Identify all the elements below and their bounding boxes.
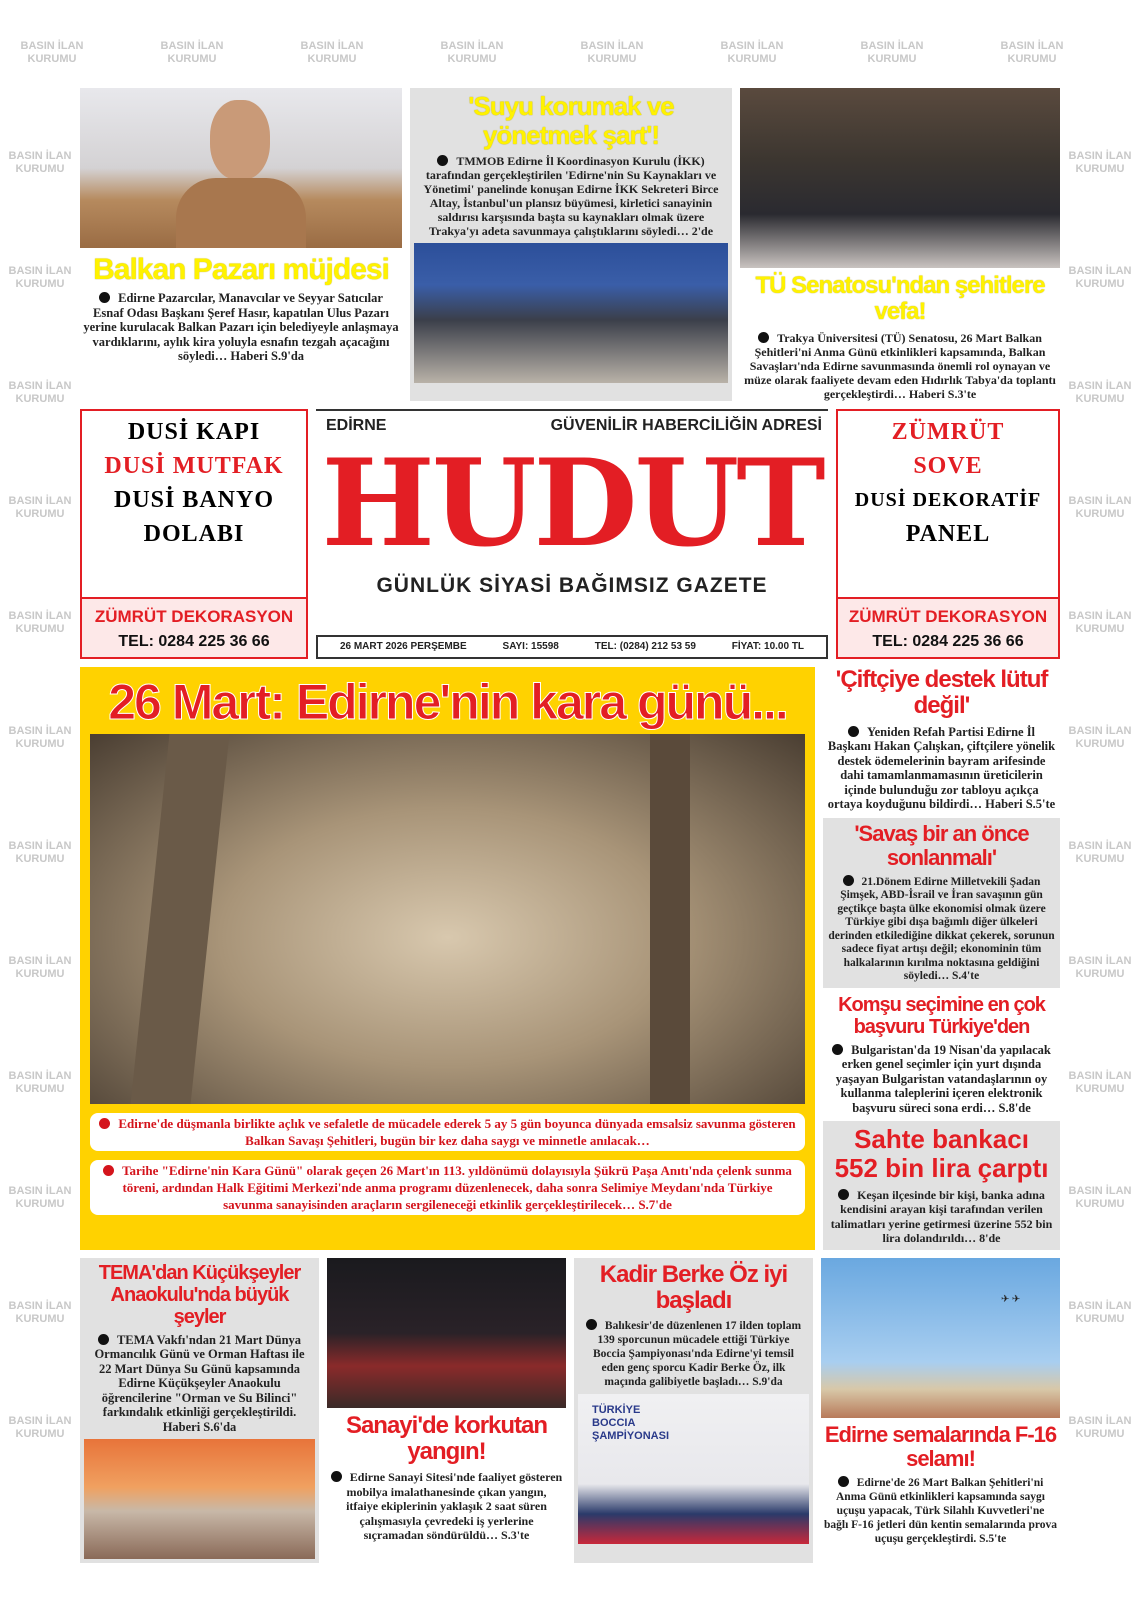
watermark: BASIN İLAN KURUMU	[720, 40, 784, 65]
boccia-banner-text: TÜRKİYE BOCCIA ŞAMPİYONASI	[592, 1404, 670, 1443]
watermark: BASIN İLAN KURUMU	[8, 265, 72, 290]
bullet-icon	[331, 1471, 342, 1482]
watermark: BASIN İLAN KURUMU	[8, 1185, 72, 1210]
caption-text: Tarihe "Edirne'nin Kara Günü" olarak geçen 26 Mart'ın 113. yıldönümü dolayısıyla Şükrü Paşa Anıtı'nda çelenk sunma töreni, ardından Halk Eğitimi Merkezi'nde anma programı düzenlenecek, daha sonra Selimiye Meydanı'nda Türkiye savunma sanayisinden araçların sergileneceği etkinlik gerçekleştirilecek… S.7'de	[122, 1162, 792, 1212]
ad-phone: TEL: 0284 225 36 66	[118, 632, 270, 650]
ad-line: DOLABI	[143, 520, 245, 547]
bullet-icon	[832, 1044, 843, 1055]
ad-line: DUSİ BANYO	[113, 486, 275, 513]
watermark: BASIN İLAN KURUMU	[1068, 1415, 1132, 1440]
article-text: TEMA Vakfı'ndan 21 Mart Dünya Ormancılık Günü ve Orman Haftası ile 22 Mart Dünya Su Günü kapsamında Edirne Küçükşeyler Anaokulu öğrencilerine "Orman ve Su Bilinci" farkındalık etkinliği gerçekleştirildi. Haberi S.6'da	[94, 1332, 305, 1434]
watermark: BASIN İLAN KURUMU	[8, 150, 72, 175]
article-body	[414, 154, 728, 238]
watermark: BASIN İLAN KURUMU	[8, 380, 72, 405]
headline: 'Savaş bir an önce sonlanmalı'	[854, 820, 1029, 870]
ad-right	[836, 409, 1060, 659]
bullet-icon	[848, 726, 859, 737]
headline-line: 552 bin lira çarptı	[834, 1153, 1049, 1184]
story-tu-senato	[740, 88, 1060, 401]
bullet-icon	[838, 1189, 849, 1200]
lead-headline: 26 Mart: Edirne'nin kara günü...	[108, 673, 787, 730]
masthead-title: HUDUT	[321, 432, 823, 574]
watermark: BASIN İLAN KURUMU	[1068, 1070, 1132, 1095]
masthead-info-bar	[316, 635, 828, 659]
story-ciftci	[823, 667, 1060, 812]
bullet-icon	[586, 1319, 597, 1330]
ad-line: DUSİ MUTFAK	[104, 452, 284, 479]
watermark: BASIN İLAN KURUMU	[8, 1070, 72, 1095]
photo-selimiye-f16	[821, 1258, 1060, 1418]
watermark: BASIN İLAN KURUMU	[1068, 610, 1132, 635]
bullet-icon	[103, 1165, 114, 1176]
article-body	[84, 1333, 315, 1435]
article-text: Bulgaristan'da 19 Nisan'da yapılacak erken genel seçimler için yurt dışında yaşayan Bulgaristan vatandaşlarının oy kullanma taleplerini içeren elektronik başvuru süreci sona erdi… S.8'de	[835, 1042, 1051, 1115]
ad-line: ZÜMRÜT	[891, 418, 1005, 445]
watermark: BASIN İLAN KURUMU	[1068, 1300, 1132, 1325]
bullet-icon	[99, 1118, 110, 1129]
story-balkan-pazari	[80, 88, 402, 401]
headline: Kadir Berke Öz iyi başladı	[599, 1260, 788, 1315]
article-text: Balıkesir'de düzenlenen 17 ilden toplam 139 sporcunun mücadele ettiği Türkiye Boccia Şampiyonası'nda Edirne'yi temsil eden genç sporcu Kadir Berke Öz, ilk maçında galibiyetle başladı… S.9'da	[593, 1320, 802, 1389]
story-tema	[80, 1258, 319, 1564]
article-body	[578, 1319, 809, 1389]
photo-portrait	[80, 88, 402, 248]
headline: Balkan Pazarı müjdesi	[93, 253, 389, 286]
story-boccia	[574, 1258, 813, 1564]
headline: Sanayi'de korkutan yangın!	[345, 1411, 548, 1466]
ad-line: DUSİ DEKORATİF	[854, 488, 1042, 511]
watermark: BASIN İLAN KURUMU	[8, 1300, 72, 1325]
watermark: BASIN İLAN KURUMU	[8, 495, 72, 520]
watermark: BASIN İLAN KURUMU	[160, 40, 224, 65]
masthead-city: EDİRNE	[326, 416, 387, 434]
article-body	[80, 291, 402, 364]
article-body	[821, 1476, 1060, 1546]
masthead-subtitle: GÜNLÜK SİYASİ BAĞIMSIZ GAZETE	[376, 573, 768, 597]
ad-line: DUSİ KAPI	[127, 418, 261, 445]
article-text: Trakya Üniversitesi (TÜ) Senatosu, 26 Mart Balkan Şehitleri'ni Anma Günü etkinlikleri kapsamında, Balkan Savaşları'nda Edirne savunmasında önemli rol oynayan ve müze olarak faaliyete devam eden Hıdırlık Tabya'da toplantı gerçekleştirdi… Haberi S.3'te	[744, 330, 1056, 401]
masthead-price: FİYAT: 10.00 TL	[731, 640, 805, 652]
ad-phone: TEL: 0284 225 36 66	[872, 632, 1024, 650]
watermark: BASIN İLAN KURUMU	[8, 610, 72, 635]
watermark: BASIN İLAN KURUMU	[1068, 150, 1132, 175]
photo-kindergarten-children	[84, 1439, 315, 1559]
watermark: BASIN İLAN KURUMU	[8, 955, 72, 980]
lead-caption-1	[90, 1113, 805, 1151]
ad-line: SOVE	[913, 452, 983, 479]
article-body	[823, 875, 1060, 984]
story-yangin	[327, 1258, 566, 1564]
lead-caption-2	[90, 1160, 805, 1215]
article-text: Yeniden Refah Partisi Edirne İl Başkanı Hakan Çalışkan, çiftçilere yönelik destek ödemelerinin bayram arifesinde dahi tamamlanmamasının üreticilerin içinde bulunduğu zor tabloyu açıkça ortaya koyduğunu bildirdi… Haberi S.5'te	[827, 724, 1056, 812]
issue-date: 26 MART 2026 PERŞEMBE	[339, 640, 467, 652]
article-text: TMMOB Edirne İl Koordinasyon Kurulu (İKK) tarafından gerçekleştirilen 'Edirne'nin Su Kaynakları ve Yönetimi' panelinde konuşan Edirne İKK Sekreteri Birce Altay, İstanbul'un plansız büyümesi, kirletici sanayinin saldırısı karşısında başta su kaynakları olmak üzere Trakya'yı adeta savunmaya çalıştıklarını söyledi… 2'de	[423, 154, 719, 239]
article-text: Edirne Sanayi Sitesi'nde faaliyet gösteren mobilya imalathanesinde çıkan yangın, itfaiye ekiplerinin yaklaşık 2 saat süren çalışmasıyla çevredeki iş yerlerine sıçramadan söndürüldü… S.3'te	[346, 1470, 563, 1543]
article-text: Edirne'de 26 Mart Balkan Şehitleri'ni Anma Günü etkinlikleri kapsamında saygı uçuşu yapacak, Türk Silahlı Kuvvetleri'ne bağlı F-16 jetleri dün kentin semalarında prova uçuşu gerçekleştirdi. S.5'te	[824, 1477, 1057, 1545]
article-body	[740, 331, 1060, 401]
headline: 'Suyu korumak ve yönetmek şart'!	[468, 91, 674, 150]
article-text: Edirne Pazarcılar, Manavcılar ve Seyyar Satıcılar Esnaf Odası Başkanı Şeref Hasır, kapatılan Ulus Pazarı yerine kurulacak Balkan Pazarı için belediyeyle anlaşmaya vardıklarını, aylık kira yoluyla esnafın tezgah açacağını söyledi… Haberi S.9'da	[83, 291, 399, 363]
watermark: BASIN İLAN KURUMU	[300, 40, 364, 65]
headline	[823, 1125, 1060, 1182]
watermark: BASIN İLAN KURUMU	[1068, 725, 1132, 750]
article-text: 21.Dönem Edirne Milletvekili Şadan Şimşek, ABD-İsrail ve İran savaşının gün geçtikçe başta ülke ekonomisi olmak üzere Türkiye gibi dışa bağımlı diğer ülkeleri derinden etkilediğine dikkat çekerek, sorunun sadece fiyat artışı değil; ekonominin tüm halkalarının kırılma noktasına geldiğini söyledi… S.4'te	[828, 875, 1055, 983]
watermark: BASIN İLAN KURUMU	[580, 40, 644, 65]
watermark: BASIN İLAN KURUMU	[1000, 40, 1064, 65]
bullet-icon	[98, 1334, 109, 1345]
watermark: BASIN İLAN KURUMU	[440, 40, 504, 65]
side-column	[823, 667, 1060, 1250]
photo-senate-group	[740, 88, 1060, 268]
photo-panel-audience	[414, 243, 728, 383]
story-sahte-bankaci	[823, 1121, 1060, 1249]
article-body	[823, 1043, 1060, 1116]
bullet-icon	[843, 875, 854, 886]
watermark: BASIN İLAN KURUMU	[8, 725, 72, 750]
watermark: BASIN İLAN KURUMU	[8, 840, 72, 865]
caption-text: Edirne'de düşmanla birlikte açlık ve sefaletle de mücadele ederek 5 ay 5 gün boyunca dünyada emsalsiz savunma gösteren Balkan Savaşı Şehitleri, bugün bir kez daha saygı ve minnetle anılacak…	[118, 1115, 796, 1148]
bullet-icon	[437, 155, 448, 166]
front-page	[80, 88, 1060, 1591]
watermark: BASIN İLAN KURUMU	[1068, 1185, 1132, 1210]
story-f16	[821, 1258, 1060, 1564]
masthead-slogan: GÜVENİLİR HABERCİLİĞİN ADRESİ	[550, 416, 822, 434]
watermark: BASIN İLAN KURUMU	[1068, 955, 1132, 980]
story-su-paneli	[410, 88, 732, 401]
story-bulgaristan	[823, 994, 1060, 1116]
masthead	[316, 409, 828, 659]
headline: TEMA'dan Küçükşeyler Anaokulu'nda büyük şeyler	[98, 1261, 301, 1328]
ad-line: PANEL	[905, 520, 991, 547]
watermark: BASIN İLAN KURUMU	[1068, 495, 1132, 520]
article-text: Keşan ilçesinde bir kişi, banka adına kendisini arayan kişi tarafından verilen talimatları yerine getirmesi üzerine 552 bin lira dolandırıldı… 8'de	[830, 1187, 1053, 1246]
photo-boccia-athletes	[578, 1394, 809, 1544]
headline: TÜ Senatosu'ndan şehitlere vefa!	[755, 272, 1045, 326]
photo-fire-trucks-night	[327, 1258, 566, 1408]
article-body	[823, 725, 1060, 812]
masthead-phone: TEL: (0284) 212 53 59	[594, 640, 696, 652]
bullet-icon	[758, 332, 769, 343]
ad-left	[80, 409, 308, 659]
story-savas	[823, 818, 1060, 988]
bullet-icon	[99, 292, 110, 303]
article-body	[327, 1470, 566, 1543]
watermark: BASIN İLAN KURUMU	[20, 40, 84, 65]
ad-brand: ZÜMRÜT DEKORASYON	[94, 606, 294, 626]
headline-line: Sahte bankacı	[854, 1124, 1029, 1155]
issue-number: SAYI: 15598	[502, 640, 559, 652]
article-body	[823, 1188, 1060, 1246]
ad-brand: ZÜMRÜT DEKORASYON	[848, 606, 1048, 626]
lead-photo-battlefield-painting	[90, 734, 805, 1104]
jets-icon: ✈ ✈	[1001, 1293, 1021, 1305]
watermark: BASIN İLAN KURUMU	[1068, 265, 1132, 290]
watermark: BASIN İLAN KURUMU	[860, 40, 924, 65]
headline: Komşu seçimine en çok başvuru Türkiye'den	[838, 993, 1045, 1038]
headline: Edirne semalarında F-16 selamı!	[824, 1421, 1057, 1471]
watermark: BASIN İLAN KURUMU	[1068, 380, 1132, 405]
bullet-icon	[838, 1476, 849, 1487]
watermark: BASIN İLAN KURUMU	[1068, 840, 1132, 865]
lead-story-panel	[80, 667, 815, 1250]
watermark: BASIN İLAN KURUMU	[8, 1415, 72, 1440]
headline: 'Çiftçiye destek lütuf değil'	[835, 665, 1048, 720]
